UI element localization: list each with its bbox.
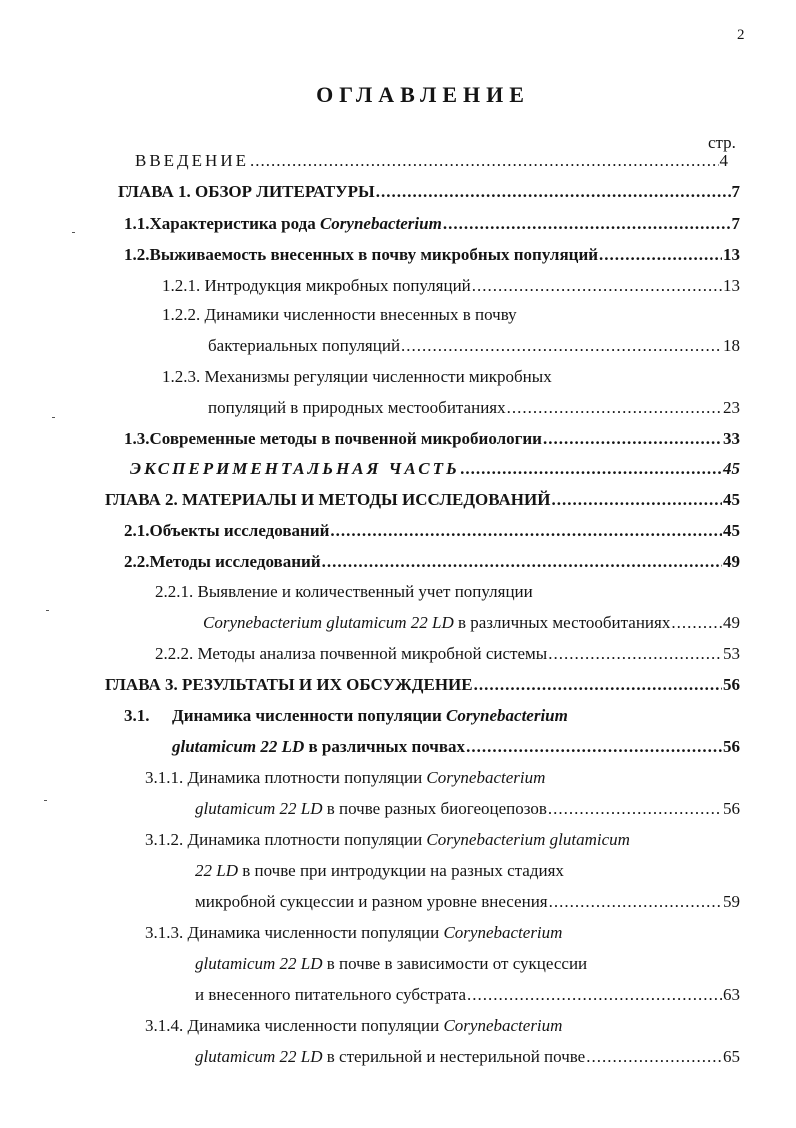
toc-label: 2.2.2. Методы анализа почвенной микробной системы (155, 644, 548, 663)
toc-page: 45 (723, 521, 740, 540)
toc-leader (467, 983, 722, 1007)
toc-entry-subsection-1-2-2-cont (208, 334, 740, 358)
toc-entry-section-1-1 (124, 212, 740, 236)
toc-leader (507, 396, 722, 420)
toc-page: 7 (731, 214, 740, 233)
toc-page: 33 (723, 429, 740, 448)
toc-label: ГЛАВА 3. РЕЗУЛЬТАТЫ И ИХ ОБСУЖДЕНИЕ (105, 675, 473, 694)
toc-label: 3.1.4. Динамика численности популяции Corynebacterium (145, 1016, 563, 1035)
toc-label: ГЛАВА 2. МАТЕРИАЛЫ И МЕТОДЫ ИССЛЕДОВАНИЙ (105, 490, 551, 509)
toc-page: 56 (723, 737, 740, 756)
toc-label: 1.2.1. Интродукция микробных популяций (162, 276, 471, 295)
toc-page: 23 (723, 398, 740, 417)
toc-label: ВВЕДЕНИЕ (135, 151, 249, 170)
toc-entry-subsection-3-1-3-cont2 (195, 983, 740, 1007)
toc-leader (443, 212, 731, 236)
toc-entry-section-3-1 (124, 704, 568, 728)
toc-entry-subsection-3-1-1-cont (195, 797, 740, 821)
toc-leader (401, 334, 722, 358)
toc-entry-subsection-1-2-3-cont (208, 396, 740, 420)
toc-label: 22 LD в почве при интродукции на разных стадиях (195, 861, 564, 880)
scan-mark (72, 232, 75, 233)
toc-page: 53 (723, 644, 740, 663)
scan-mark (44, 800, 47, 801)
toc-label: 3.1.1. Динамика плотности популяции Corynebacterium (145, 768, 546, 787)
toc-entry-subsection-3-1-3-cont (195, 952, 587, 976)
page-title: ОГЛАВЛЕНИЕ (316, 82, 530, 107)
toc-entry-subsection-3-1-4 (145, 1014, 562, 1038)
toc-page: 56 (723, 799, 740, 818)
toc-leader (551, 488, 722, 512)
toc-entry-subsection-3-1-1 (145, 766, 545, 790)
toc-entry-chapter-2 (105, 488, 740, 512)
toc-leader (548, 797, 722, 821)
toc-entry-intro (135, 149, 728, 173)
toc-entry-subsection-3-1-3 (145, 921, 562, 945)
toc-page: 7 (731, 182, 740, 201)
toc-label: Corynebacterium glutamicum 22 LD в различных местообитаниях (203, 613, 671, 632)
toc-label: Методы исследований (149, 552, 321, 571)
page-column-label: стр. (708, 133, 736, 152)
toc-page: 4 (719, 151, 728, 170)
toc-entry-chapter-3 (105, 673, 740, 697)
toc-label: glutamicum 22 LD в почве в зависимости от сукцессии (195, 954, 588, 973)
toc-number: 1.3. (124, 429, 150, 448)
toc-entry-subsection-3-1-2-cont2 (195, 890, 740, 914)
scan-mark (52, 417, 55, 418)
toc-label: ЭКСПЕРИМЕНТАЛЬНАЯ ЧАСТЬ (130, 459, 460, 478)
page-number: 2 (737, 27, 745, 43)
toc-entry-subsection-2-2-1 (155, 580, 533, 604)
toc-leader (549, 890, 722, 914)
toc-page: 13 (723, 276, 740, 295)
toc-entry-section-1-2 (124, 243, 740, 267)
toc-label: бактериальных популяций (208, 336, 401, 355)
toc-page: 45 (723, 490, 740, 509)
toc-leader (250, 149, 719, 173)
toc-entry-subsection-1-2-3 (162, 365, 552, 389)
toc-leader (543, 427, 722, 451)
toc-leader (671, 611, 722, 635)
toc-number: 2.1. (124, 521, 150, 540)
toc-page: 45 (723, 459, 740, 478)
toc-entry-subsection-1-2-1 (162, 274, 740, 298)
toc-entry-section-2-1 (124, 519, 740, 543)
toc-number: 2.2. (124, 552, 150, 571)
toc-label: 2.2.1. Выявление и количественный учет популяции (155, 582, 533, 601)
toc-label: 1.2.2. Динамики численности внесенных в почву (162, 305, 517, 324)
toc-leader (586, 1045, 722, 1069)
toc-label: популяций в природных местообитаниях (208, 398, 506, 417)
toc-label: Выживаемость внесенных в почву микробных популяций (149, 245, 599, 264)
toc-page: 65 (723, 1047, 740, 1066)
toc-label: glutamicum 22 LD в различных почвах (172, 737, 466, 756)
toc-entry-chapter-1 (118, 180, 740, 204)
toc-page: 49 (723, 552, 740, 571)
toc-page: 49 (723, 613, 740, 632)
toc-label: Динамика численности популяции Corynebacterium (172, 706, 568, 725)
toc-entry-section-3-1-cont (172, 735, 740, 759)
toc-label: Современные методы в почвенной микробиологии (149, 429, 542, 448)
toc-leader (461, 457, 722, 481)
toc-entry-experimental-part (130, 457, 740, 481)
toc-label: 1.2.3. Механизмы регуляции численности микробных (162, 367, 552, 386)
toc-leader (548, 642, 722, 666)
toc-entry-subsection-3-1-4-cont (195, 1045, 740, 1069)
toc-leader (472, 274, 722, 298)
toc-label: Объекты исследований (149, 521, 330, 540)
toc-leader (330, 519, 722, 543)
toc-page: 13 (723, 245, 740, 264)
toc-leader (599, 243, 722, 267)
toc-entry-subsection-3-1-2 (145, 828, 630, 852)
scan-mark (46, 610, 49, 611)
toc-entry-subsection-3-1-2-cont (195, 859, 564, 883)
toc-label: ГЛАВА 1. ОБЗОР ЛИТЕРАТУРЫ (118, 182, 375, 201)
toc-number: 1.1. (124, 214, 150, 233)
toc-label: glutamicum 22 LD в почве разных биогеоцепозов (195, 799, 547, 818)
toc-entry-section-1-3 (124, 427, 740, 451)
toc-label: 3.1.3. Динамика численности популяции Corynebacterium (145, 923, 563, 942)
toc-number: 3.1. (124, 706, 150, 725)
toc-page: 56 (723, 675, 740, 694)
toc-leader (474, 673, 722, 697)
toc-leader (376, 180, 731, 204)
toc-leader (466, 735, 722, 759)
toc-label: glutamicum 22 LD в стерильной и нестерильной почве (195, 1047, 586, 1066)
toc-entry-subsection-2-2-1-cont (203, 611, 740, 635)
toc-page: 63 (723, 985, 740, 1004)
toc-page: 18 (723, 336, 740, 355)
toc-number: 1.2. (124, 245, 150, 264)
toc-label: Характеристика рода Corynebacterium (149, 214, 442, 233)
toc-entry-subsection-1-2-2 (162, 303, 517, 327)
toc-entry-subsection-2-2-2 (155, 642, 740, 666)
toc-page: 59 (723, 892, 740, 911)
toc-label: и внесенного питательного субстрата (195, 985, 466, 1004)
toc-entry-section-2-2 (124, 550, 740, 574)
toc-leader (322, 550, 722, 574)
toc-label: микробной сукцессии и разном уровне внесения (195, 892, 548, 911)
toc-label: 3.1.2. Динамика плотности популяции Corynebacterium glutamicum (145, 830, 630, 849)
